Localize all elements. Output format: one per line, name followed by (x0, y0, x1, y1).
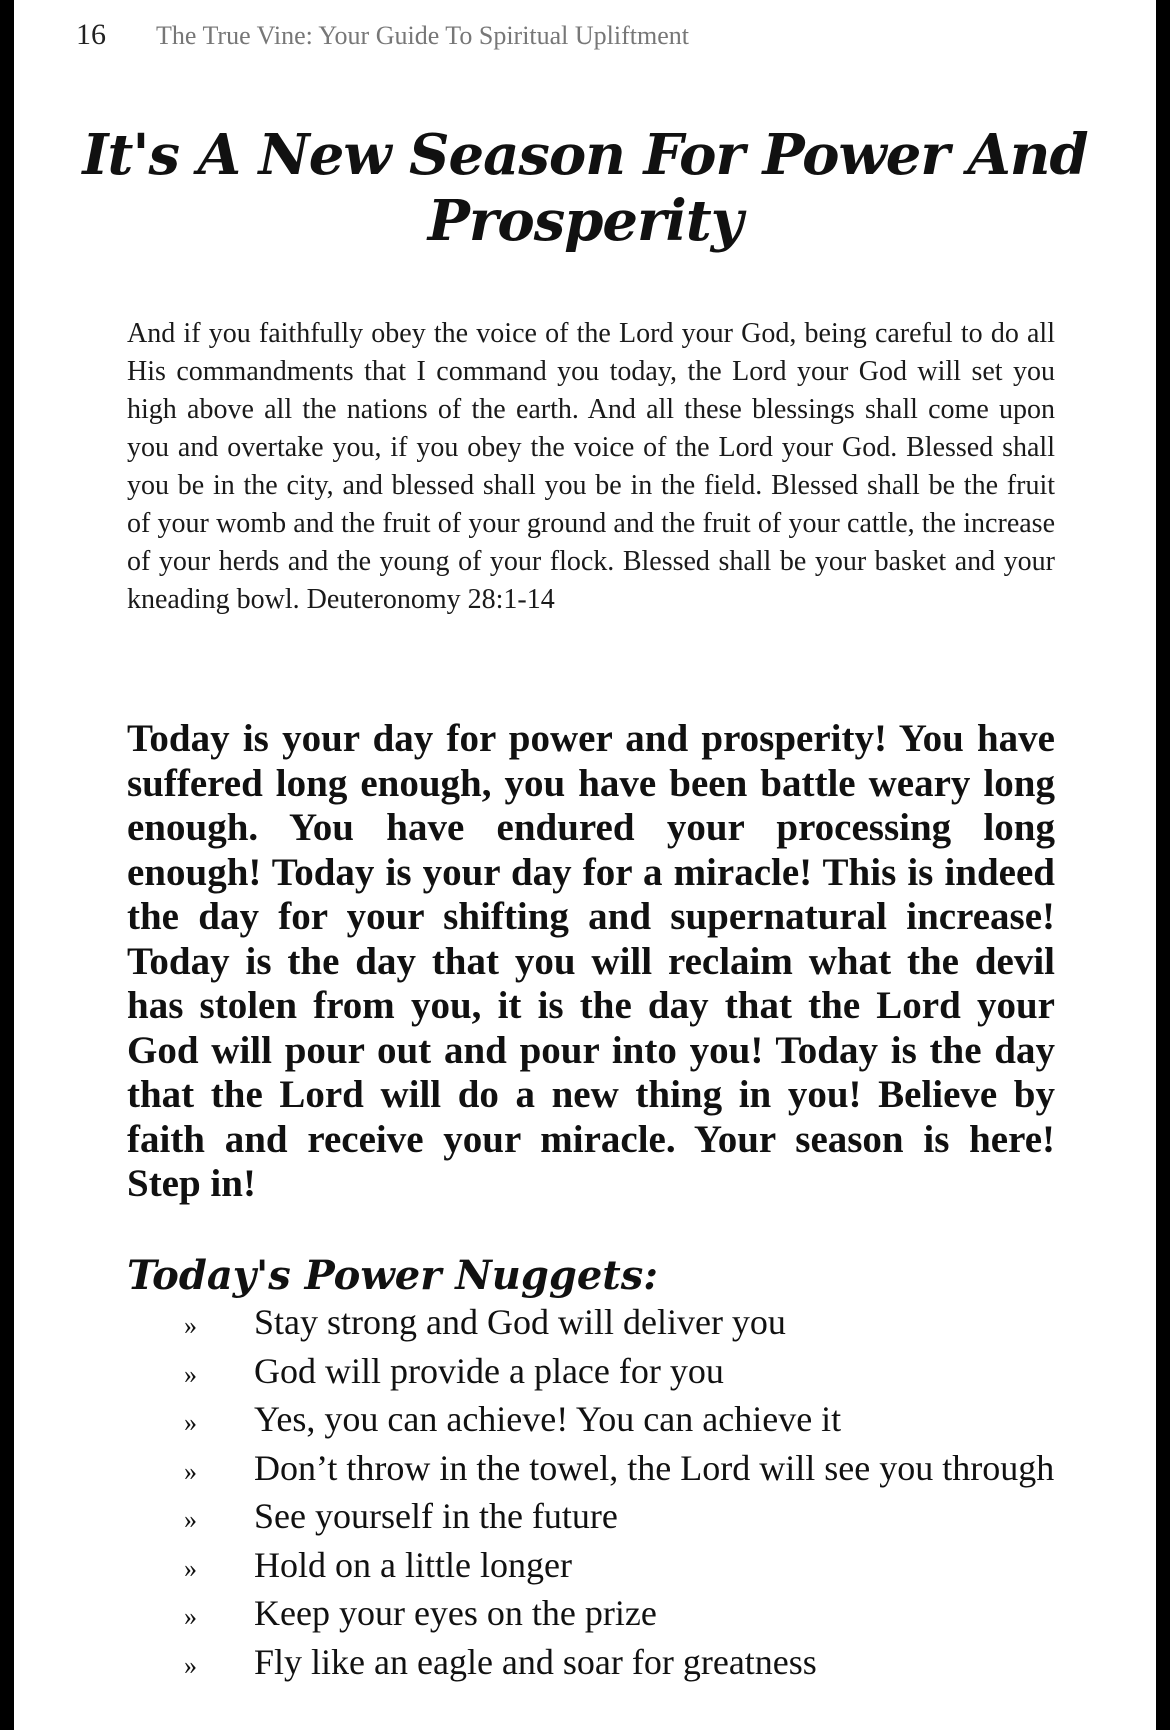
nugget-text: Yes, you can achieve! You can achieve it (254, 1399, 842, 1439)
bullet-icon: » (184, 1650, 197, 1680)
declaration-paragraph: Today is your day for power and prosperity! You have suffered long enough, you have been battle weary long enough. You have endured your processing long enough! Today is your day for a miracle! This is indeed the day for your shifting and supernatural increase! Today is the day that you will reclaim what the devil has stolen from you, it is the day that the Lord your God will pour out and pour into you! Today is the day that the Lord will do a new thing in you! Believe by faith and receive your miracle. Your season is here! Step in! (127, 717, 1055, 1205)
list-item (184, 1591, 1064, 1640)
nugget-text: God will provide a place for you (254, 1350, 724, 1391)
nugget-text: Fly like an eagle and soar for greatness (254, 1641, 817, 1682)
bullet-icon: » (184, 1602, 197, 1631)
bullet-icon: » (184, 1359, 197, 1389)
bullet-icon: » (184, 1311, 197, 1340)
scripture-passage: And if you faithfully obey the voice of the Lord your God, being careful to do all His commandments that I command you today, the Lord your God will set you high above all the nations of the earth. And all these blessings shall come upon you and overtake you, if you obey the voice of the Lord your God. Blessed shall you be in the city, and blessed shall you be in the field. Blessed shall be the fruit of your womb and the fruit of your ground and the fruit of your cattle, the increase of your herds and the young of your flock. Blessed shall be your basket and your kneading bowl. Deuteronomy 28:1-14 (127, 318, 1055, 615)
bullet-icon: » (184, 1408, 197, 1437)
book-page (14, 0, 1156, 1730)
nugget-text: See yourself in the future (254, 1496, 618, 1536)
bullet-icon: » (184, 1553, 197, 1583)
page-number: 16 (76, 18, 106, 51)
bullet-icon: » (184, 1505, 197, 1534)
list-item (184, 1640, 1064, 1689)
nugget-text: Don’t throw in the towel, the Lord will see you through (254, 1447, 1055, 1488)
list-item (184, 1543, 1064, 1592)
list-item (184, 1446, 1064, 1495)
list-item (184, 1494, 1064, 1543)
list-item (184, 1349, 1064, 1398)
nugget-text: Keep your eyes on the prize (254, 1593, 657, 1633)
nugget-text: Hold on a little longer (254, 1544, 572, 1585)
nuggets-list (184, 1300, 1064, 1688)
chapter-title: It's A New Season For Power And Prosperity (82, 122, 1088, 254)
running-title: The True Vine: Your Guide To Spiritual Upliftment (156, 21, 689, 50)
nuggets-heading: Today's Power Nuggets: (127, 1252, 659, 1299)
page-header (76, 18, 1116, 58)
list-item (184, 1300, 1064, 1349)
nugget-text: Stay strong and God will deliver you (254, 1302, 786, 1342)
list-item (184, 1397, 1064, 1446)
bullet-icon: » (184, 1456, 197, 1486)
